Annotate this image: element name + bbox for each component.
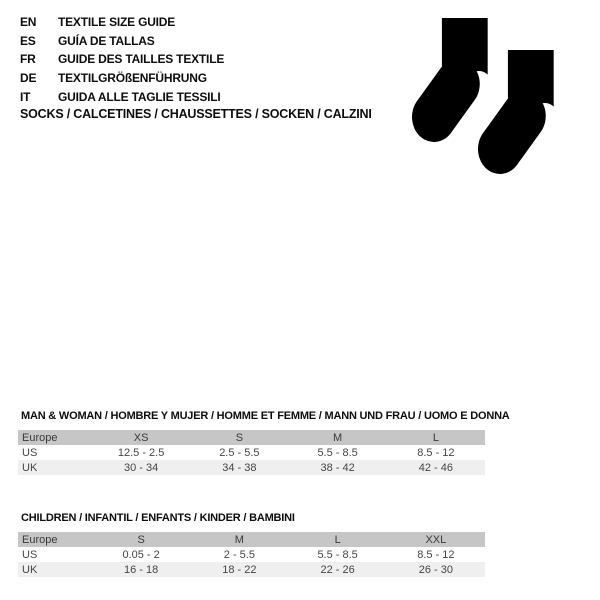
sock-left bbox=[434, 18, 493, 117]
language-row-fr bbox=[20, 50, 224, 69]
size-value-cell: 2.5 - 5.5 bbox=[190, 445, 288, 460]
language-list bbox=[20, 13, 224, 107]
size-value-cell: 22 - 26 bbox=[289, 562, 387, 577]
header-cell-size: S bbox=[190, 430, 288, 445]
children-size-section bbox=[18, 512, 485, 577]
language-label: GUIDA ALLE TAGLIE TESSILI bbox=[58, 89, 221, 104]
header-cell-size: XXL bbox=[387, 532, 485, 547]
size-value-cell: 30 - 34 bbox=[92, 460, 190, 475]
language-row-en bbox=[20, 13, 224, 32]
language-code: FR bbox=[20, 52, 36, 67]
size-value-cell: 0.05 - 2 bbox=[92, 547, 190, 562]
header-cell-size: L bbox=[289, 532, 387, 547]
children-size-table bbox=[18, 532, 485, 577]
header-cell-region: Europe bbox=[18, 532, 92, 547]
language-row-it bbox=[20, 88, 224, 107]
table-row-uk bbox=[18, 562, 485, 577]
size-value-cell: 5.5 - 8.5 bbox=[289, 547, 387, 562]
region-cell: US bbox=[18, 547, 92, 562]
region-cell: UK bbox=[18, 562, 92, 577]
table-row-us bbox=[18, 547, 485, 562]
socks-icon bbox=[400, 8, 570, 183]
size-value-cell: 8.5 - 12 bbox=[387, 547, 485, 562]
table-row-us bbox=[18, 445, 485, 460]
sock-right bbox=[500, 50, 559, 149]
size-value-cell: 38 - 42 bbox=[289, 460, 387, 475]
language-label: GUIDE DES TAILLES TEXTILE bbox=[58, 52, 225, 67]
size-value-cell: 34 - 38 bbox=[190, 460, 288, 475]
man-woman-size-section bbox=[18, 410, 510, 475]
language-label: TEXTILE SIZE GUIDE bbox=[58, 15, 176, 29]
size-value-cell: 2 - 5.5 bbox=[190, 547, 288, 562]
size-value-cell: 5.5 - 8.5 bbox=[289, 445, 387, 460]
size-value-cell: 12.5 - 2.5 bbox=[92, 445, 190, 460]
table-header-row bbox=[18, 532, 485, 547]
size-value-cell: 26 - 30 bbox=[387, 562, 485, 577]
category-title: SOCKS / CALCETINES / CHAUSSETTES / SOCKEN / CALZINI bbox=[20, 107, 372, 121]
man-woman-size-table bbox=[18, 430, 485, 475]
header-cell-size: M bbox=[289, 430, 387, 445]
language-code: ES bbox=[20, 33, 36, 48]
header-cell-size: L bbox=[387, 430, 485, 445]
man-woman-table-title: MAN & WOMAN / HOMBRE Y MUJER / HOMME ET FEMME / MANN UND FRAU / UOMO E DONNA bbox=[21, 410, 510, 422]
size-value-cell: 42 - 46 bbox=[387, 460, 485, 475]
language-row-de bbox=[20, 69, 224, 88]
size-value-cell: 16 - 18 bbox=[92, 562, 190, 577]
children-table-title: CHILDREN / INFANTIL / ENFANTS / KINDER / BAMBINI bbox=[21, 512, 295, 524]
language-label: TEXTILGRÖßENFÜHRUNG bbox=[58, 71, 207, 86]
language-code: EN bbox=[20, 15, 37, 29]
language-label: GUÍA DE TALLAS bbox=[58, 33, 155, 48]
table-header-row bbox=[18, 430, 485, 445]
language-code: DE bbox=[20, 71, 37, 86]
size-value-cell: 18 - 22 bbox=[190, 562, 288, 577]
header-cell-size: S bbox=[92, 532, 190, 547]
region-cell: US bbox=[18, 445, 92, 460]
header-cell-region: Europe bbox=[18, 430, 92, 445]
size-value-cell: 8.5 - 12 bbox=[387, 445, 485, 460]
language-code: IT bbox=[20, 89, 31, 104]
table-row-uk bbox=[18, 460, 485, 475]
header-cell-size: M bbox=[190, 532, 288, 547]
header-cell-size: XS bbox=[92, 430, 190, 445]
language-row-es bbox=[20, 32, 224, 51]
region-cell: UK bbox=[18, 460, 92, 475]
